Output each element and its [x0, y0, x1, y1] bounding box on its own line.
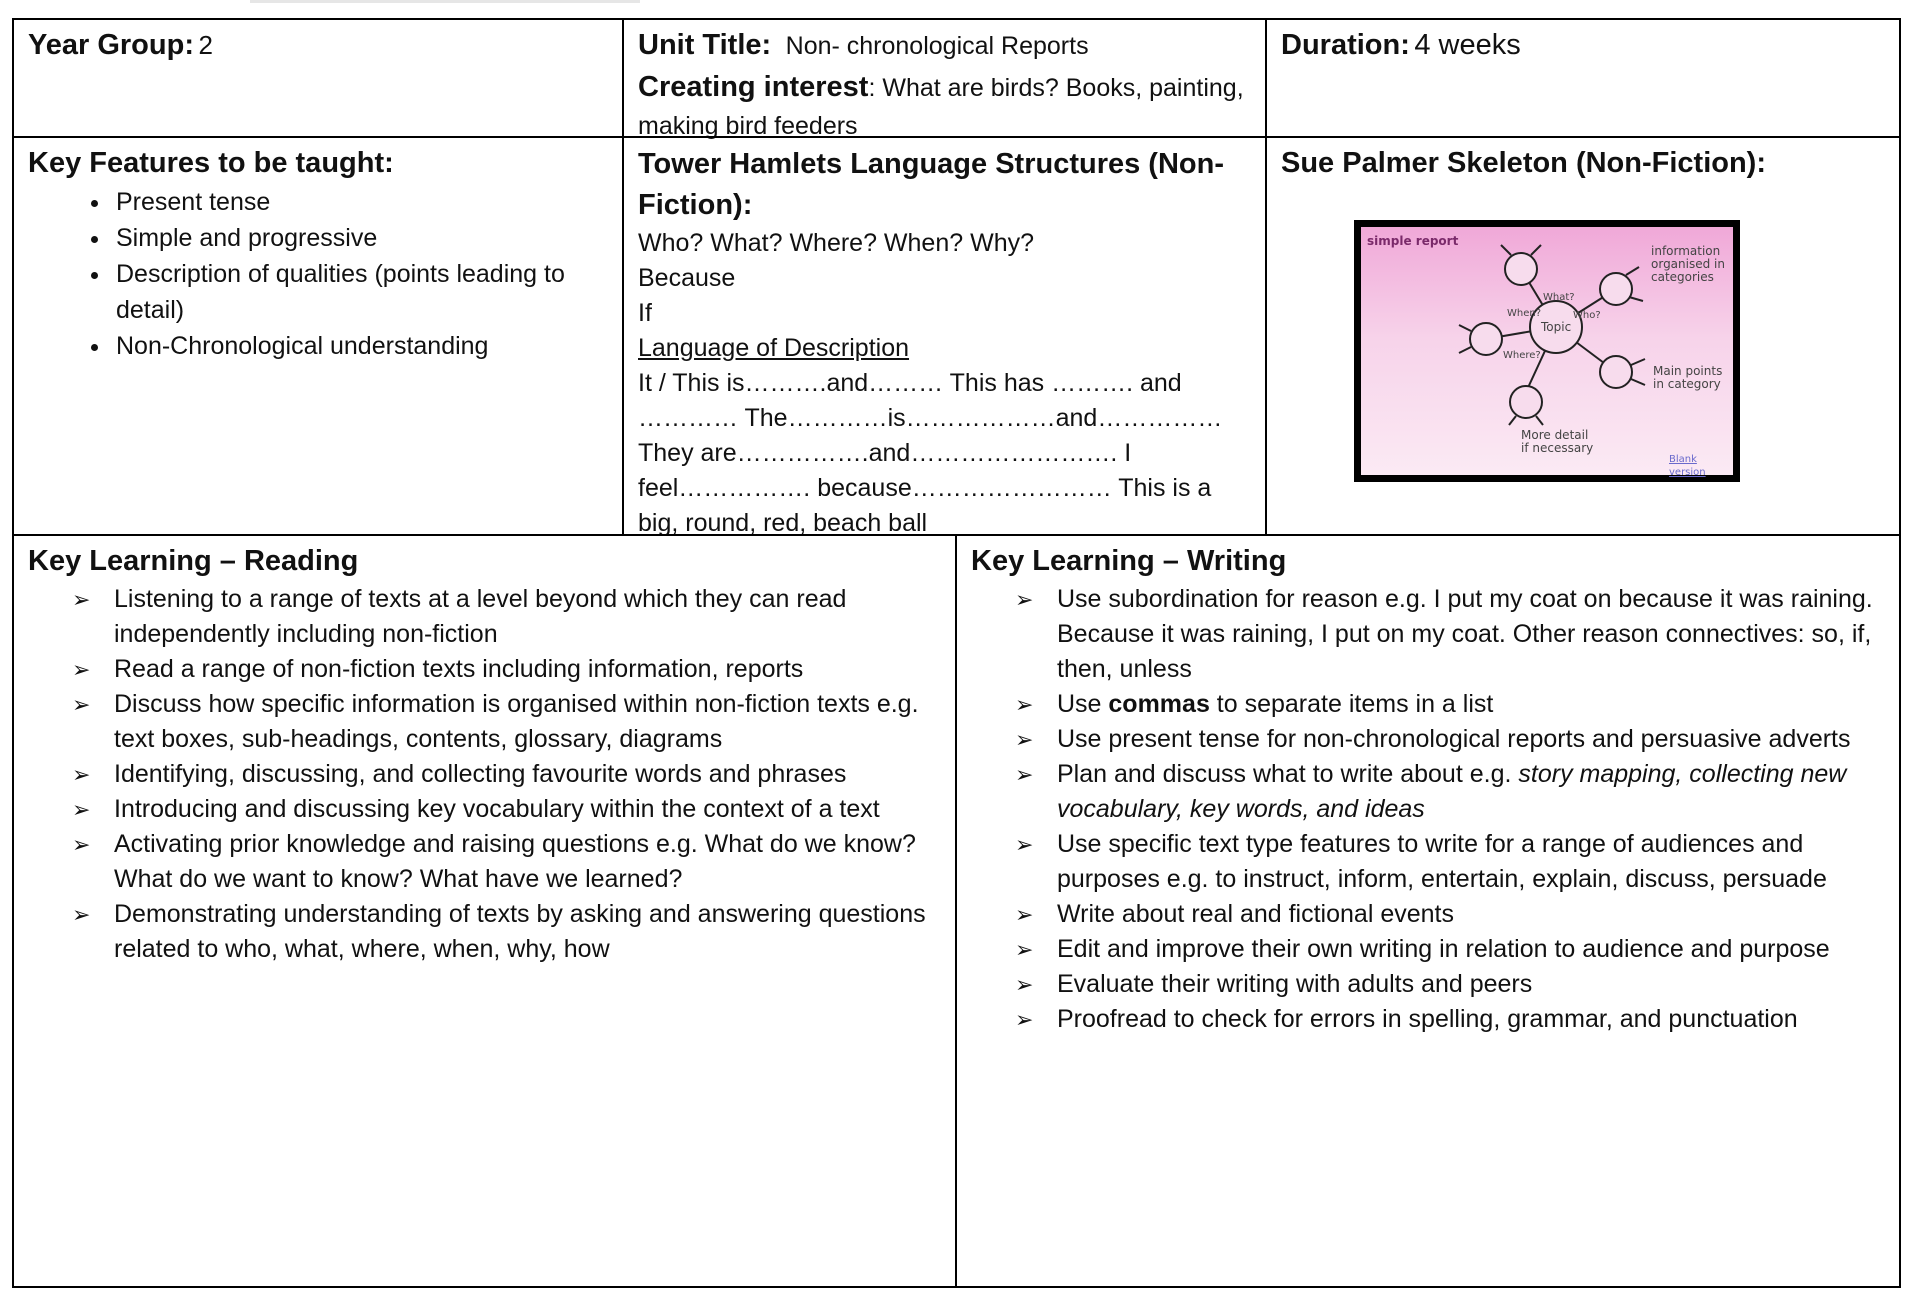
diagram-note: More detail if necessary: [1521, 428, 1594, 455]
list-item: ➢ Edit and improve their own writing in relation to audience and purpose: [1015, 935, 1830, 963]
duration-cell: [1265, 18, 1901, 138]
list-item: ➢ Proofread to check for errors in spelling, grammar, and punctuation: [1015, 1005, 1798, 1033]
list-item: ➢ Activating prior knowledge and raising questions e.g. What do we know? What do we want to know? What have we learned?: [72, 830, 916, 893]
duration-value: 4 weeks: [1414, 29, 1521, 61]
list-item: ➢ Use subordination for reason e.g. I put my coat on because it was raining. Because it was raining, I put on my coat. Other reason connectives: so, if, then, unless: [1015, 585, 1873, 683]
language-structures-cell: [622, 136, 1267, 536]
report-skeleton-diagram: [1354, 220, 1740, 482]
structure-line: Who? What? Where? When? Why?: [638, 229, 1034, 257]
structure-line: If: [638, 299, 652, 327]
list-item: ➢ Use specific text type features to write for a range of audiences and purposes e.g. to instruct, inform, entertain, explain, discuss, persuade: [1015, 830, 1827, 893]
key-features-title: Key Features to be taught:: [28, 147, 394, 179]
list-item: ➢ Use present tense for non-chronological reports and persuasive adverts: [1015, 725, 1851, 753]
language-structures-title: Tower Hamlets Language Structures (Non-Fiction):: [638, 148, 1224, 221]
creating-interest-value: : What are birds? Books, painting, making bird feeders: [638, 74, 1244, 140]
list-item: • Non-Chronological understanding: [112, 328, 608, 364]
list-item: • Description of qualities (points leading to detail): [112, 256, 608, 328]
diagram-note: information organised in categories: [1651, 244, 1725, 284]
diagram-center-label: Topic: [1541, 320, 1572, 334]
writing-title: Key Learning – Writing: [971, 545, 1287, 577]
year-group-label: Year Group:: [28, 29, 194, 61]
key-features-list: [28, 184, 608, 364]
list-item: ➢ Use commas to separate items in a list: [1015, 690, 1494, 718]
unit-title-cell: [622, 18, 1267, 138]
diagram-spoke-label: Where?: [1503, 350, 1541, 361]
list-item: ➢ Listening to a range of texts at a level beyond which they can read independently including non-fiction: [72, 585, 847, 648]
list-item: • Simple and progressive: [112, 220, 608, 256]
unit-title-label: Unit Title:: [638, 29, 772, 61]
list-item: ➢ Identifying, discussing, and collecting favourite words and phrases: [72, 760, 847, 788]
key-features-cell: [12, 136, 624, 536]
list-item: ➢ Write about real and fictional events: [1015, 900, 1454, 928]
diagram-spoke-label: Who?: [1573, 310, 1601, 321]
diagram-link[interactable]: Blank version: [1669, 454, 1706, 478]
list-item: ➢ Evaluate their writing with adults and peers: [1015, 970, 1533, 998]
year-group-cell: [12, 18, 624, 138]
list-item: ➢ Plan and discuss what to write about e.g. story mapping, collecting new vocabulary, key words, and ideas: [1015, 760, 1847, 823]
structure-line: Because: [638, 264, 736, 292]
list-item: ➢ Discuss how specific information is organised within non-fiction texts e.g. text boxes, sub-headings, contents, glossary, diagrams: [72, 690, 919, 753]
unit-title-value: Non- chronological Reports: [785, 32, 1089, 60]
list-item: ➢ Introducing and discussing key vocabulary within the context of a text: [72, 795, 880, 823]
writing-cell: [955, 534, 1901, 1288]
reading-title: Key Learning – Reading: [28, 545, 359, 577]
diagram-spoke-label: What?: [1543, 292, 1575, 303]
diagram-spoke-label: When?: [1507, 308, 1542, 319]
skeleton-title: Sue Palmer Skeleton (Non-Fiction):: [1281, 147, 1766, 179]
list-item: ➢ Demonstrating understanding of texts by asking and answering questions related to who, what, where, when, why, how: [72, 900, 926, 963]
creating-interest-label: Creating interest: [638, 71, 869, 103]
reading-list: [28, 582, 945, 967]
year-group-value: 2: [198, 30, 213, 60]
top-edge-strip: [250, 0, 640, 3]
diagram-caption: simple report: [1367, 234, 1459, 248]
list-item: ➢ Read a range of non-fiction texts including information, reports: [72, 655, 804, 683]
reading-cell: [12, 534, 957, 1288]
writing-list: [971, 582, 1889, 1037]
duration-label: Duration:: [1281, 29, 1410, 61]
diagram-note: Main points in category: [1653, 364, 1723, 391]
list-item: • Present tense: [112, 184, 608, 220]
description-heading: Language of Description: [638, 334, 910, 362]
description-text: It / This is……….and……… This has ………. and ………… The…………is………………and…………… They are…………….and……………………. I feel……………. because…………………… This is a big, round, red, beach ball: [638, 369, 1223, 537]
